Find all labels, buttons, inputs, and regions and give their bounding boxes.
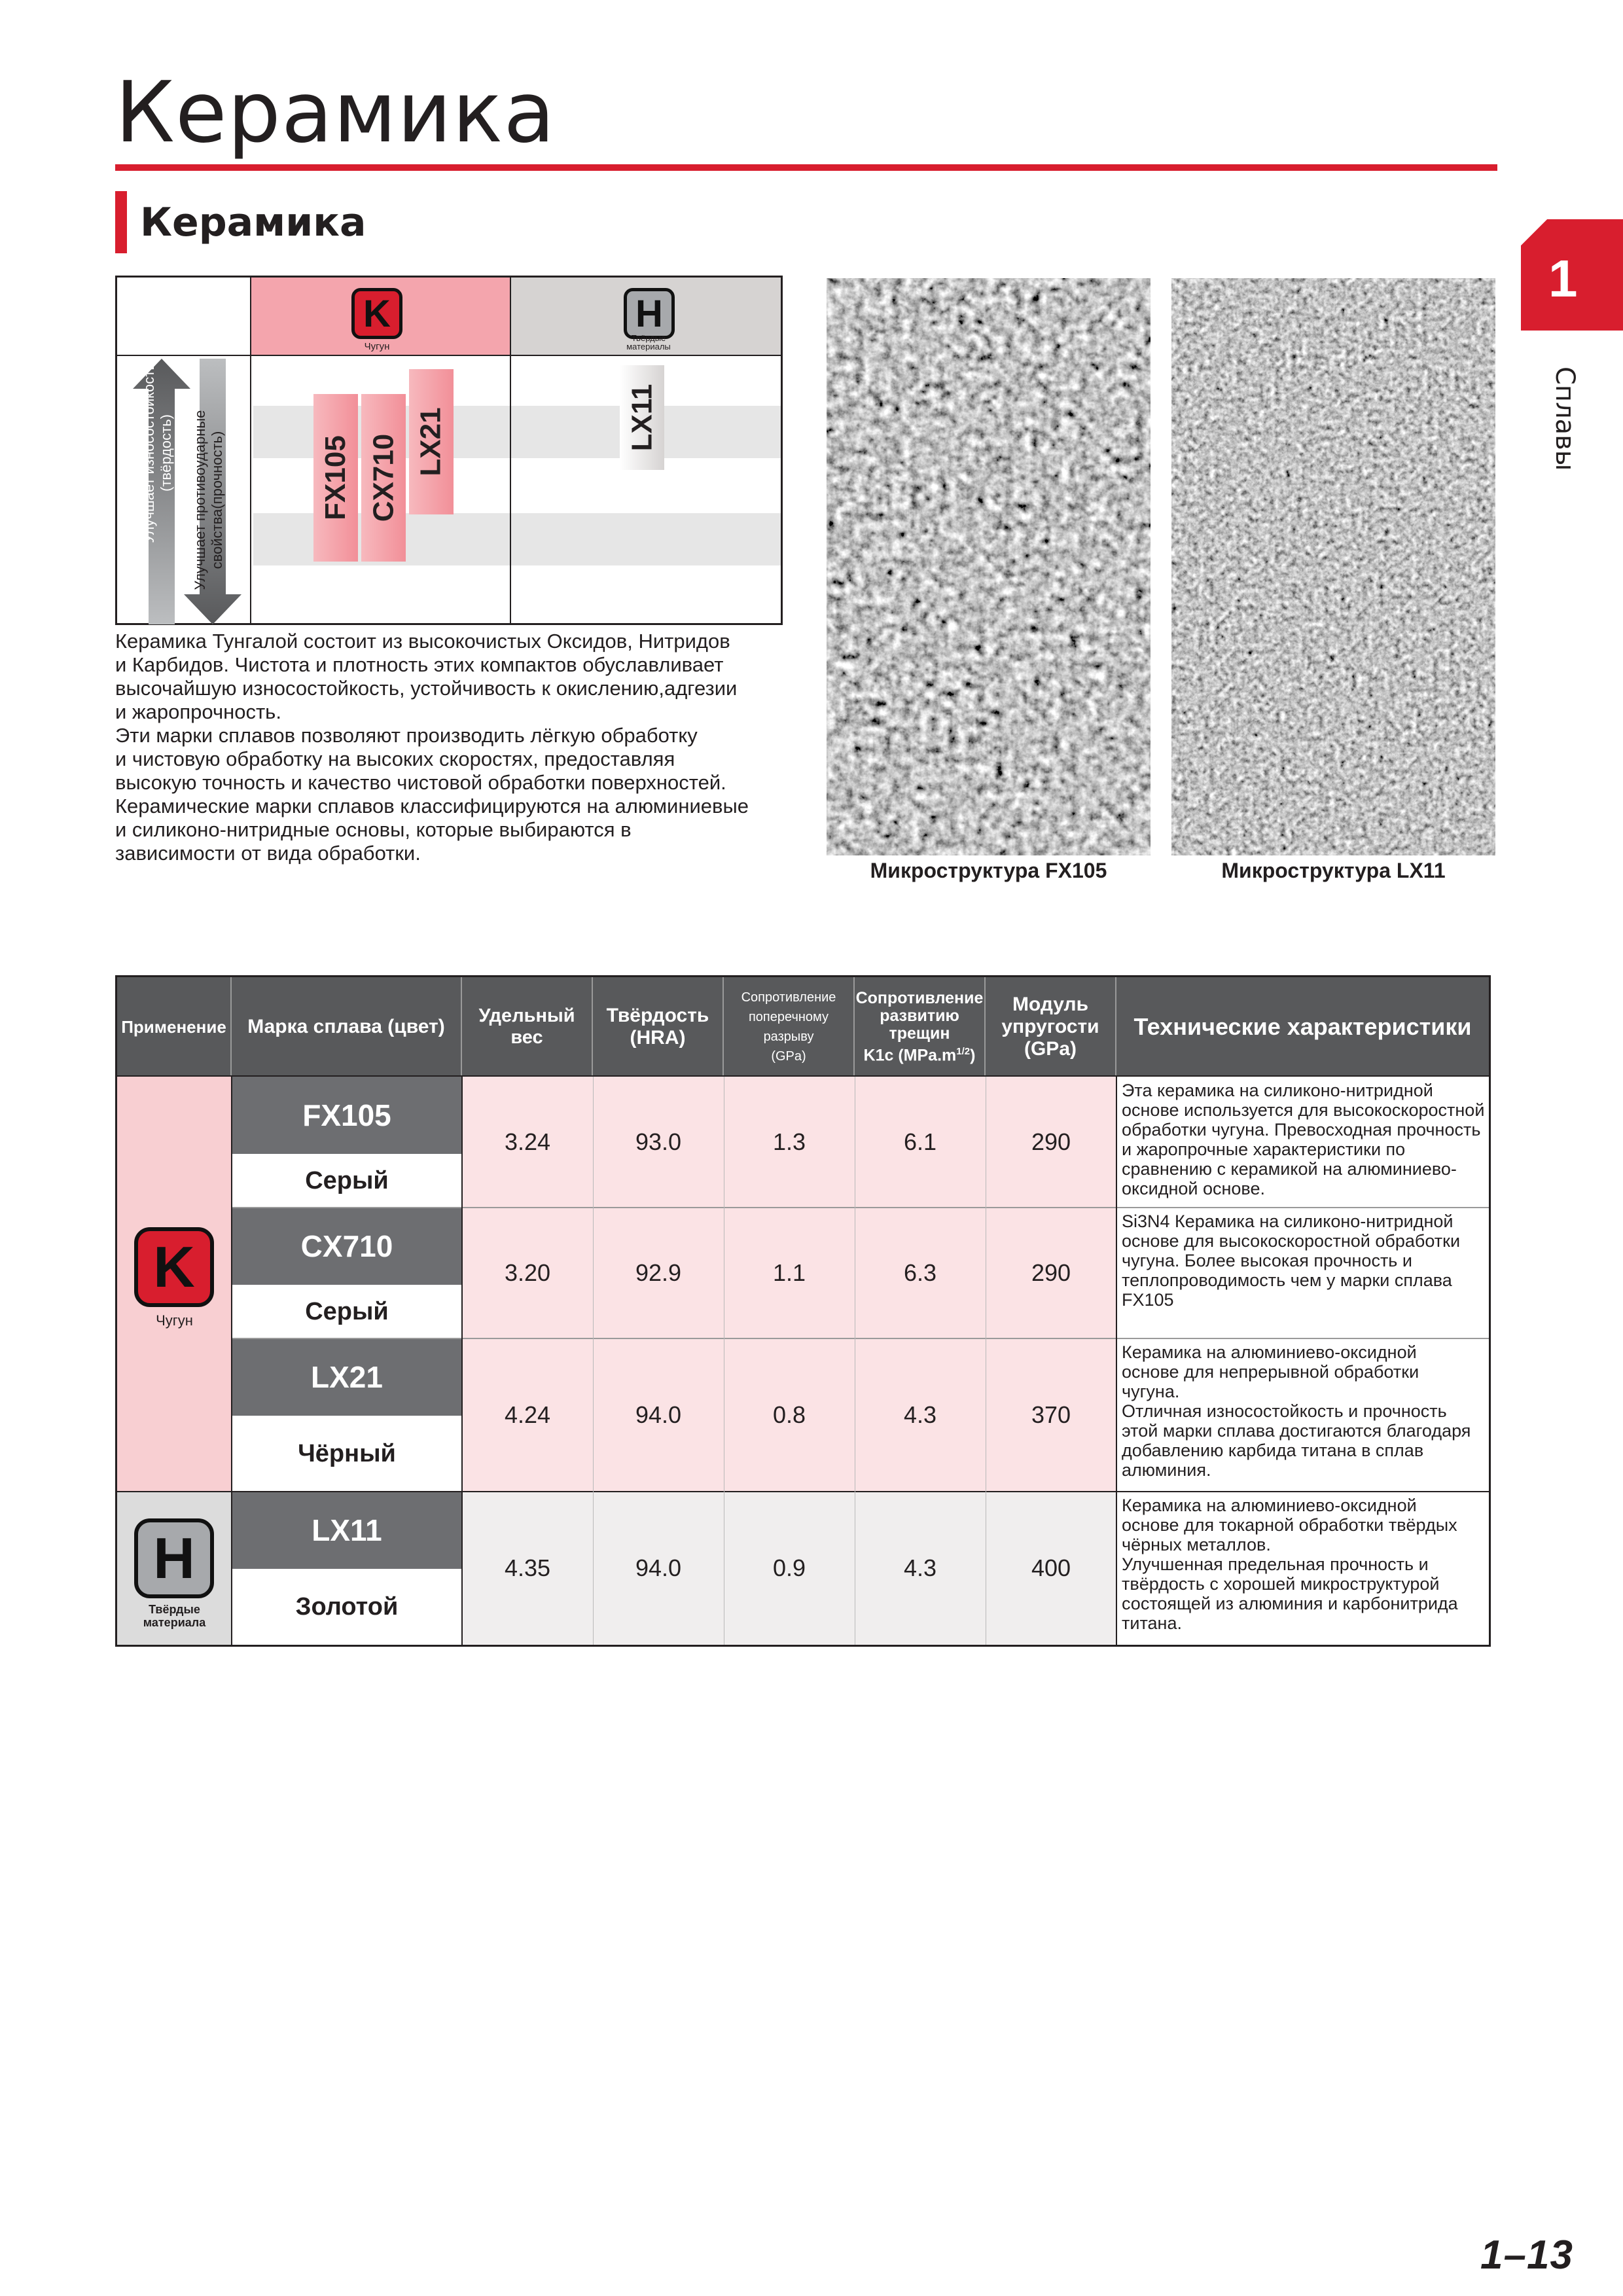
header-hardness: Твёрдость (HRA) xyxy=(593,977,724,1077)
h-badge-label: Твёрдые материала xyxy=(143,1603,206,1629)
alloy-table xyxy=(115,975,1491,1647)
header-k1c: Сопротивление развитию трещин K1c $(MPa.m^{1/2})$ xyxy=(855,977,986,1077)
micrograph-lx11-caption: Микроструктура LX11 xyxy=(1221,859,1446,882)
chapter-label xyxy=(1538,367,1590,471)
density-cell: 3.20 xyxy=(504,1259,551,1286)
grade-chart xyxy=(115,276,783,625)
h-badge-icon: H xyxy=(134,1518,214,1598)
description-text: Керамика Тунгалой состоит из высокочистых Оксидов, Нитридов и Карбидов. Чистота и плотность этих компактов обуславливает высочайшую износостойкость, устойчивость к окислению,адгезии и жаропрочность. Эти марки сплавов позволяют производить лёгкую обработку и чистовую обработку на высоких скоростях, предоставляя высокую точность и качество чистовой обработки поверхностей. Керамические марки сплавов классифицируются на алюминиевые и силиконо-нитридные основы, которые выбираются в зависимости от вида обработки. xyxy=(115,630,749,865)
grade-name-cell: FX105 xyxy=(232,1077,462,1154)
spec-cell: Si3N4 Керамика на силиконо-нитридной основе для высокоскоростной обработки чугуна. Более высокая прочность и теплопроводимость чем у марки сплава FX105 xyxy=(1122,1211,1461,1310)
spec-cell: Керамика на алюминиево-оксидной основе для токарной обработки твёрдых чёрных металлов. Улучшенная предельная прочность и твёрдость с хорошей микроструктурой состоящей из алюминия и карбонитрида титана. xyxy=(1122,1496,1458,1633)
grade-name-cell: LX11 xyxy=(232,1492,462,1569)
arrow-down-label: Улучшает противоударные свойства(прочность) xyxy=(192,410,225,590)
micrograph-fx105-caption: Микроструктура FX105 xyxy=(870,859,1107,882)
grade-name-cell: LX21 xyxy=(232,1338,462,1416)
k1c-cell: 6.1 xyxy=(903,1128,937,1155)
chapter-number: 1 xyxy=(1548,249,1578,308)
density-cell: 4.24 xyxy=(504,1401,551,1428)
hardness-cell: 93.0 xyxy=(635,1128,682,1155)
modulus-cell: 400 xyxy=(1031,1554,1071,1581)
modulus-cell: 370 xyxy=(1031,1401,1071,1428)
spec-cell: Эта керамика на силиконо-нитридной основе используется для высокоскоростной обработки чугуна. Превосходная прочность и жаропрочные характеристики по сравнению с керамикой на алюминиево- оксидной основе. xyxy=(1122,1081,1485,1198)
trs-cell: 1.3 xyxy=(772,1128,806,1155)
header-spec: Технические характеристики xyxy=(1116,977,1489,1077)
k-badge-icon: K xyxy=(134,1227,214,1307)
density-cell: 3.24 xyxy=(504,1128,551,1155)
k-group-badge: K xyxy=(351,288,402,339)
grade-bar-lx21: LX21 xyxy=(409,369,454,514)
page-title: Керамика xyxy=(115,64,556,162)
hardness-cell: 94.0 xyxy=(635,1554,682,1581)
k-badge-label: Чугун xyxy=(156,1312,193,1329)
section-title: Керамика xyxy=(140,200,366,245)
chapter-tab xyxy=(1521,219,1623,331)
grade-bar-cx710: CX710 xyxy=(361,394,406,562)
arrow-up-label: Улучшает износостойкость (твёрдость) xyxy=(141,363,174,543)
trs-cell: 0.8 xyxy=(772,1401,806,1428)
chapter-label-text: Сплавы xyxy=(1550,367,1580,471)
trs-cell: 0.9 xyxy=(772,1554,806,1581)
micrograph-fx105-image xyxy=(827,278,1150,855)
k1c-cell: 4.3 xyxy=(903,1401,937,1428)
grade-name-cell: CX710 xyxy=(232,1208,462,1285)
grade-color-cell: Золотой xyxy=(232,1569,462,1645)
section-accent-bar xyxy=(115,191,127,253)
header-density: Удельный вес xyxy=(462,977,593,1077)
grade-bar-fx105: FX105 xyxy=(313,394,358,562)
modulus-cell: 290 xyxy=(1031,1259,1071,1286)
hardness-cell: 94.0 xyxy=(635,1401,682,1428)
title-rule xyxy=(115,164,1497,171)
modulus-cell: 290 xyxy=(1031,1128,1071,1155)
spec-cell: Керамика на алюминиево-оксидной основе для непрерывной обработки чугуна. Отличная износостойкость и прочность этой марки сплава достигаются благодаря добавлению карбида титана в сплав алюминия. xyxy=(1122,1342,1471,1480)
k-group-label: Чугун xyxy=(364,341,390,352)
header-application: Применение xyxy=(117,977,232,1077)
trs-cell: 1.1 xyxy=(772,1259,806,1286)
density-cell: 4.35 xyxy=(504,1554,551,1581)
header-grade: Марка сплава (цвет) xyxy=(232,977,462,1077)
hardness-cell: 92.9 xyxy=(635,1259,682,1286)
page-number: 1–13 xyxy=(1480,2233,1573,2278)
k1c-cell: 4.3 xyxy=(903,1554,937,1581)
grade-bar-lx11: LX11 xyxy=(620,365,664,470)
h-group-badge: H xyxy=(624,288,675,339)
k1c-cell: 6.3 xyxy=(903,1259,937,1286)
grade-color-cell: Серый xyxy=(232,1154,462,1208)
micrograph-lx11-image xyxy=(1171,278,1495,855)
header-trs: Сопротивление поперечному разрыву (GPa) xyxy=(724,977,855,1077)
grade-color-cell: Серый xyxy=(232,1285,462,1338)
header-modulus: Модуль упругости (GPa) xyxy=(986,977,1116,1077)
grade-color-cell: Чёрный xyxy=(232,1416,462,1492)
h-group-label: Твёрдые материалы xyxy=(626,333,671,351)
